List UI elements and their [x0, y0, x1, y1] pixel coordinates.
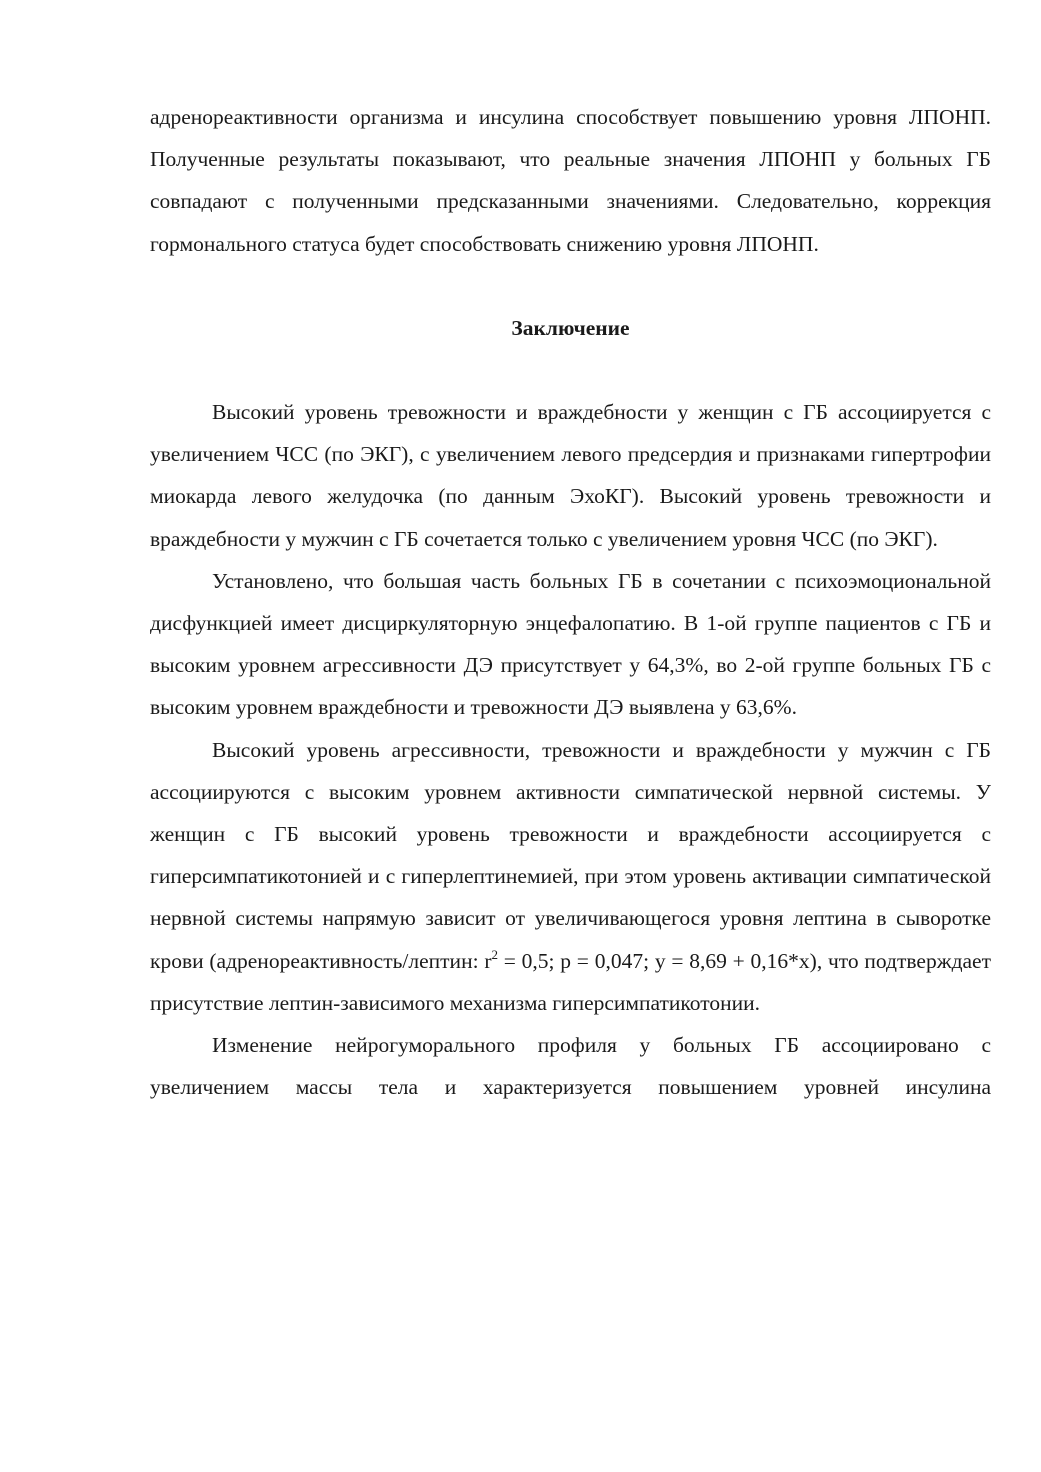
paragraph-4: Изменение нейрогуморального профиля у больных ГБ ассоциировано с увеличением массы тела и характеризуется повышением уровней инсулина [150, 1033, 991, 1100]
section-heading: Заключение [511, 315, 630, 340]
paragraph-1: Высокий уровень тревожности и враждебности у женщин с ГБ ассоциируется с увеличением ЧСС (по ЭКГ), с увеличением левого предсердия и признаками гипертрофии миокарда левого желудочка (по данным ЭхоКГ). Высокий уровень тревожности и враждебности у мужчин с ГБ сочетается только с увеличением уровня ЧСС (по ЭКГ). [150, 400, 991, 551]
paragraph-3-text-end: = 0,5; p = 0,047; y = 8,69 + 0,16*x), что подтверждает присутствие лептин-зависимого механизма гиперсимпатикотонии. [150, 948, 991, 1015]
spacer [150, 349, 991, 391]
paragraph-3 [150, 729, 991, 1024]
paragraph-2: Установлено, что большая часть больных ГБ в сочетании с психоэмоциональной дисфункцией имеет дисциркуляторную энцефалопатию. В 1-ой группе пациентов с ГБ и высоким уровнем агрессивности ДЭ присутствует у 64,3%, во 2-ой группе больных ГБ с высоким уровнем враждебности и тревожности ДЭ выявлена у 63,6%. [150, 568, 991, 720]
paragraph-3-text-start: Высокий уровень агрессивности, тревожности и враждебности у мужчин с ГБ ассоциируются с высоким уровнем активности симпатической нервной системы. У женщин с ГБ высокий уровень тревожности и враждебности ассоциируется с гиперсимпатикотонией и с гиперлептинемией, при этом уровень активации симпатической нервной системы напрямую зависит от увеличивающегося уровня лептина в сыворотке крови (адренореактивность/лептин: r [150, 737, 991, 973]
superscript: 2 [491, 946, 498, 962]
document-page [150, 96, 991, 1108]
intro-paragraph: адренореактивности организма и инсулина способствует повышению уровня ЛПОНП. Полученные результаты показывают, что реальные значения ЛПОНП у больных ГБ совпадают с полученными предсказанными значениями. Следовательно, коррекция гормонального статуса будет способствовать снижению уровня ЛПОНП. [150, 105, 991, 256]
spacer [150, 265, 991, 307]
